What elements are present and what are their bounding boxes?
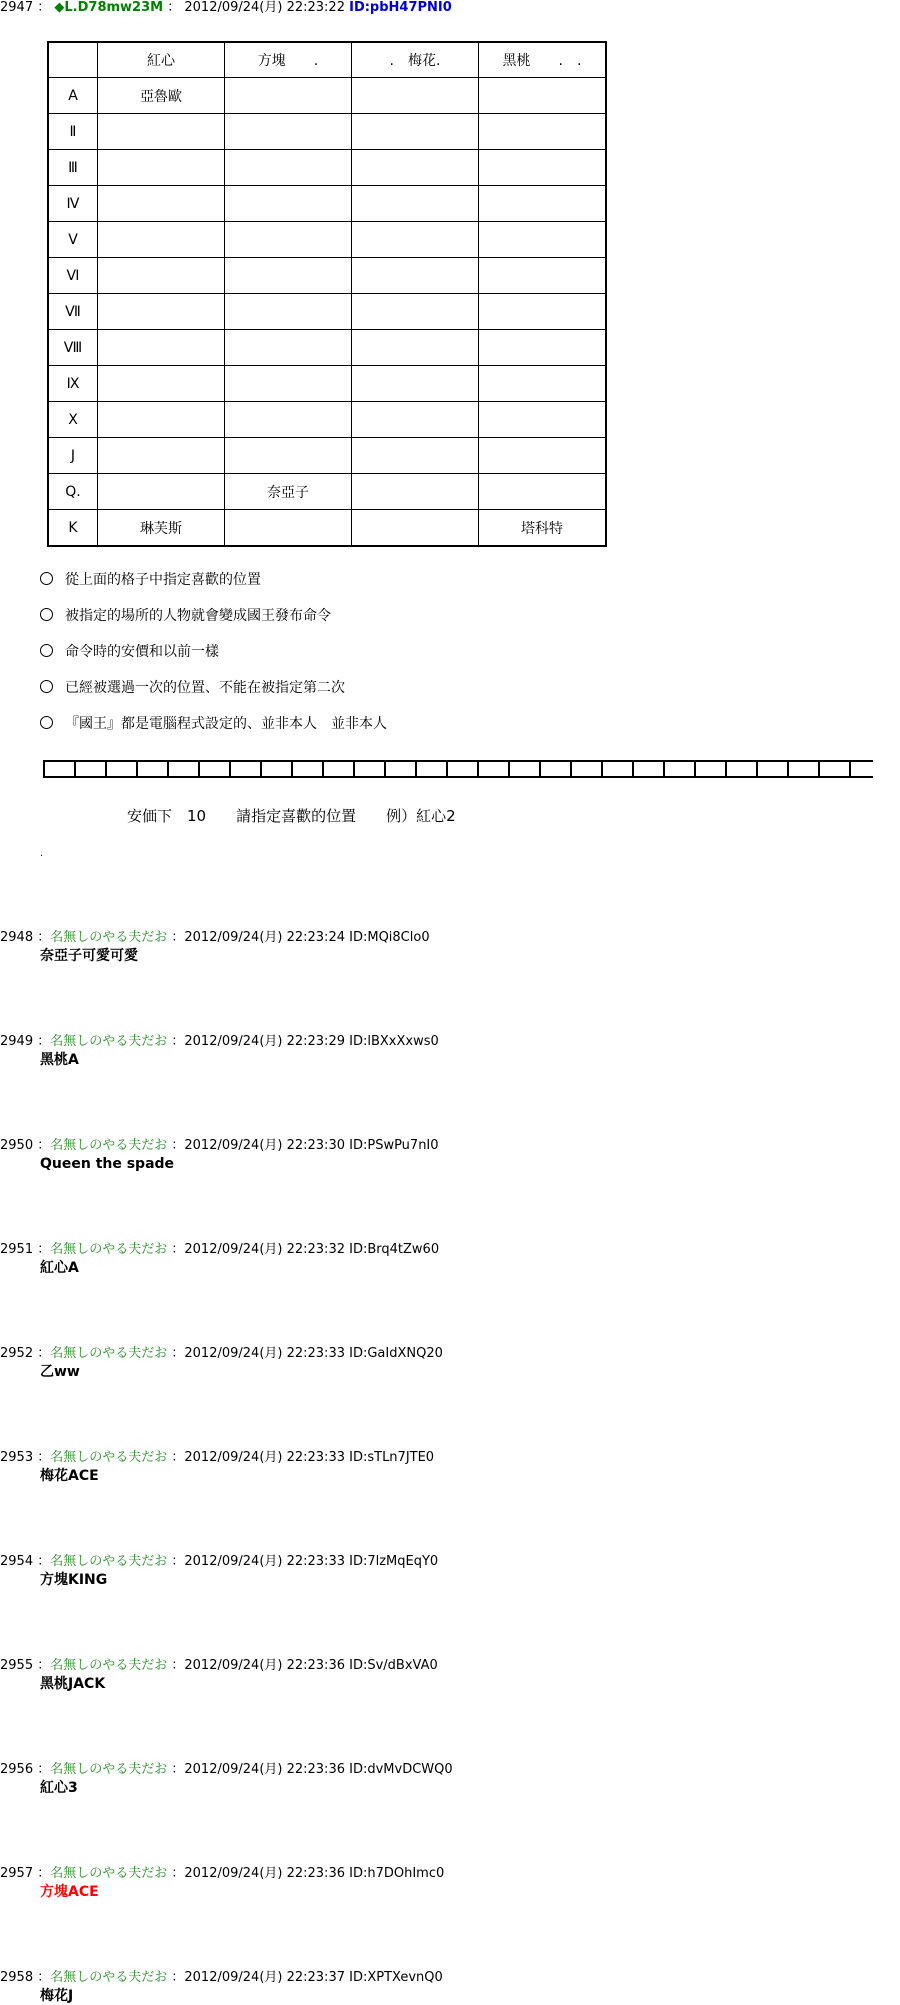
post-name: 名無しのやる夫だお bbox=[50, 1866, 168, 1881]
post-name: 名無しのやる夫だお bbox=[50, 1346, 168, 1361]
grid-rank-cell: A bbox=[48, 78, 98, 114]
grid-cell bbox=[352, 150, 479, 186]
post-date: 2012/09/24(月) 22:23:33 bbox=[184, 1450, 350, 1465]
post-header-2950 bbox=[0, 1138, 439, 1154]
ruler-tick bbox=[756, 760, 758, 778]
ruler-tick bbox=[353, 760, 355, 778]
post-date: 2012/09/24(月) 22:23:24 bbox=[184, 930, 350, 945]
post-name: 名無しのやる夫だお bbox=[50, 1034, 168, 1049]
ruler-tick bbox=[818, 760, 820, 778]
grid-cell: 塔科特 bbox=[479, 510, 607, 547]
post-separator: ： bbox=[37, 0, 51, 15]
post-body: 紅心A bbox=[40, 1260, 79, 1276]
grid-suit-header: 紅心 bbox=[98, 42, 225, 78]
post-name: 名無しのやる夫だお bbox=[50, 1658, 168, 1673]
grid-cell bbox=[98, 186, 225, 222]
ruler-tick bbox=[787, 760, 789, 778]
grid-cell bbox=[225, 438, 352, 474]
grid-cell bbox=[479, 366, 607, 402]
ruler-tick bbox=[291, 760, 293, 778]
post-date: 2012/09/24(月) 22:23:33 bbox=[184, 1554, 350, 1569]
post-name: 名無しのやる夫だお bbox=[50, 1554, 168, 1569]
post-number[interactable]: 2948 bbox=[0, 930, 34, 945]
post-date: 2012/09/24(月) 22:23:36 bbox=[184, 1658, 350, 1673]
trailing-dot: . bbox=[40, 848, 44, 859]
ruler-tick bbox=[849, 760, 851, 778]
post-header-2958 bbox=[0, 1970, 443, 1986]
post-number[interactable]: 2951 bbox=[0, 1242, 34, 1257]
post-separator: ： bbox=[33, 1138, 51, 1153]
grid-suit-header: 黑桃 . . bbox=[479, 42, 607, 78]
post-separator-2: ： bbox=[167, 1658, 185, 1673]
post-separator-2: ： bbox=[167, 1450, 185, 1465]
post-body: 梅花ACE bbox=[40, 1468, 99, 1484]
grid-cell bbox=[98, 258, 225, 294]
post-date: 2012/09/24(月) 22:23:37 bbox=[184, 1970, 350, 1985]
post-separator-2: ： bbox=[167, 1138, 185, 1153]
grid-cell bbox=[479, 78, 607, 114]
post-number[interactable]: 2947 bbox=[0, 0, 34, 15]
grid-cell bbox=[225, 402, 352, 438]
post-header-2952 bbox=[0, 1346, 443, 1362]
post-separator: ： bbox=[33, 1242, 51, 1257]
ruler-tick bbox=[74, 760, 76, 778]
grid-rank-cell: Q. bbox=[48, 474, 98, 510]
post-body: Queen the spade bbox=[40, 1156, 175, 1172]
ruler-tick bbox=[694, 760, 696, 778]
post-separator-2: ： bbox=[167, 1034, 185, 1049]
post-id[interactable]: ID:sTLn7JTE0 bbox=[349, 1450, 435, 1465]
post-number[interactable]: 2957 bbox=[0, 1866, 34, 1881]
grid-rank-cell: Ⅸ bbox=[48, 366, 98, 402]
grid-cell bbox=[479, 114, 607, 150]
grid-cell bbox=[352, 402, 479, 438]
post-id[interactable]: ID:h7DOhImc0 bbox=[349, 1866, 445, 1881]
ruler-tick bbox=[43, 760, 45, 778]
grid-cell bbox=[225, 222, 352, 258]
post-id[interactable]: ID:lBXxXxws0 bbox=[349, 1034, 439, 1049]
post-id[interactable]: ID:dvMvDCWQ0 bbox=[349, 1762, 453, 1777]
grid-cell bbox=[479, 474, 607, 510]
grid-cell bbox=[98, 366, 225, 402]
grid-rank-cell: Ⅲ bbox=[48, 150, 98, 186]
post-id[interactable]: ID:GaIdXNQ20 bbox=[349, 1346, 443, 1361]
rule-text: 命令時的安價和以前一樣 bbox=[65, 644, 219, 660]
grid-cell bbox=[479, 222, 607, 258]
grid-row bbox=[48, 186, 606, 222]
rule-item bbox=[40, 679, 345, 697]
post-body: 黑桃A bbox=[40, 1052, 79, 1068]
ruler-tick bbox=[725, 760, 727, 778]
post-header-2955 bbox=[0, 1658, 438, 1674]
anchor-instruction: 安価下 10 請指定喜歡的位置 例）紅心2 bbox=[127, 807, 456, 825]
post-separator: ： bbox=[33, 930, 51, 945]
grid-cell bbox=[98, 402, 225, 438]
grid-cell: 奈亞子 bbox=[225, 474, 352, 510]
post-id[interactable]: ID:PSwPu7nI0 bbox=[349, 1138, 439, 1153]
post-number[interactable]: 2958 bbox=[0, 1970, 34, 1985]
post-body: 方塊ACE bbox=[40, 1884, 99, 1900]
grid-cell bbox=[352, 114, 479, 150]
grid-cell bbox=[98, 114, 225, 150]
post-separator: ： bbox=[33, 1554, 51, 1569]
post-separator-2: ： bbox=[167, 1346, 185, 1361]
ruler-tick bbox=[663, 760, 665, 778]
grid-cell bbox=[225, 258, 352, 294]
post-id[interactable]: ID:7lzMqEqY0 bbox=[349, 1554, 439, 1569]
post-separator-2: ： bbox=[167, 1762, 185, 1777]
rule-text: 從上面的格子中指定喜歡的位置 bbox=[65, 572, 261, 588]
grid-cell bbox=[98, 150, 225, 186]
grid-cell bbox=[352, 438, 479, 474]
post-separator-2: ： bbox=[167, 1866, 185, 1881]
post-date: 2012/09/24(月) 22:23:33 bbox=[184, 1346, 350, 1361]
circle-bullet-icon bbox=[40, 572, 53, 585]
grid-cell bbox=[479, 438, 607, 474]
ruler-tick bbox=[384, 760, 386, 778]
post-id[interactable]: ID:MQi8Clo0 bbox=[349, 930, 430, 945]
post-number[interactable]: 2956 bbox=[0, 1762, 34, 1777]
post-header-2951 bbox=[0, 1242, 439, 1258]
grid-row bbox=[48, 438, 606, 474]
post-separator-2: ： bbox=[167, 1242, 185, 1257]
post-name: 名無しのやる夫だお bbox=[50, 930, 168, 945]
grid-row bbox=[48, 150, 606, 186]
circle-bullet-icon bbox=[40, 680, 53, 693]
post-header-2948 bbox=[0, 930, 430, 946]
grid-row bbox=[48, 294, 606, 330]
ruler-tick bbox=[477, 760, 479, 778]
ruler-tick bbox=[260, 760, 262, 778]
grid-cell bbox=[479, 402, 607, 438]
post-body: 方塊KING bbox=[40, 1572, 108, 1588]
post-name: 名無しのやる夫だお bbox=[50, 1450, 168, 1465]
grid-corner-cell bbox=[48, 42, 98, 78]
grid-row bbox=[48, 330, 606, 366]
grid-row bbox=[48, 114, 606, 150]
post-separator: ： bbox=[33, 1866, 51, 1881]
post-date: 2012/09/24(月) 22:23:22 bbox=[184, 0, 345, 15]
grid-cell bbox=[479, 186, 607, 222]
post-header-2949 bbox=[0, 1034, 439, 1050]
grid-cell bbox=[98, 474, 225, 510]
post-date: 2012/09/24(月) 22:23:36 bbox=[184, 1866, 350, 1881]
post-header-2953 bbox=[0, 1450, 434, 1466]
post-separator: ： bbox=[33, 1346, 51, 1361]
grid-cell bbox=[352, 366, 479, 402]
grid-cell bbox=[225, 114, 352, 150]
grid-cell bbox=[225, 186, 352, 222]
card-grid-table bbox=[47, 41, 607, 547]
grid-cell: 琳芙斯 bbox=[98, 510, 225, 547]
post-number[interactable]: 2953 bbox=[0, 1450, 34, 1465]
post-body: 紅心3 bbox=[40, 1780, 78, 1796]
grid-cell bbox=[225, 150, 352, 186]
grid-rank-cell: Ⅱ bbox=[48, 114, 98, 150]
grid-cell bbox=[225, 366, 352, 402]
ruler-tick bbox=[136, 760, 138, 778]
ruler-tick bbox=[446, 760, 448, 778]
post-header-2954 bbox=[0, 1554, 438, 1570]
post-name: 名無しのやる夫だお bbox=[50, 1970, 168, 1985]
grid-rank-cell: Ⅴ bbox=[48, 222, 98, 258]
grid-cell bbox=[352, 186, 479, 222]
grid-rank-cell: Ⅵ bbox=[48, 258, 98, 294]
grid-rank-cell: Ⅹ bbox=[48, 402, 98, 438]
post-number[interactable]: 2954 bbox=[0, 1554, 34, 1569]
circle-bullet-icon bbox=[40, 608, 53, 621]
ruler-tick bbox=[322, 760, 324, 778]
grid-cell bbox=[98, 438, 225, 474]
post-id[interactable]: ID:Brq4tZw60 bbox=[349, 1242, 440, 1257]
post-name: 名無しのやる夫だお bbox=[50, 1138, 168, 1153]
grid-cell bbox=[352, 294, 479, 330]
grid-cell bbox=[352, 474, 479, 510]
rule-text: 被指定的場所的人物就會變成國王發布命令 bbox=[65, 608, 331, 624]
grid-row bbox=[48, 510, 606, 547]
grid-cell bbox=[225, 330, 352, 366]
grid-cell bbox=[225, 294, 352, 330]
post-separator-2: ： bbox=[167, 1554, 185, 1569]
ruler-tick bbox=[229, 760, 231, 778]
grid-row bbox=[48, 78, 606, 114]
ruler-tick bbox=[167, 760, 169, 778]
grid-suit-header: 方塊 . bbox=[225, 42, 352, 78]
grid-cell bbox=[479, 330, 607, 366]
post-separator-2: ： bbox=[167, 930, 185, 945]
ruler-tick bbox=[508, 760, 510, 778]
post-body: 奈亞子可愛可愛 bbox=[40, 948, 138, 964]
post-number[interactable]: 2950 bbox=[0, 1138, 34, 1153]
post-body: 黑桃JACK bbox=[40, 1676, 106, 1692]
post-header-2957 bbox=[0, 1866, 444, 1882]
grid-header-row bbox=[48, 42, 606, 78]
post-separator: ： bbox=[33, 1762, 51, 1777]
grid-row bbox=[48, 474, 606, 510]
grid-cell bbox=[479, 258, 607, 294]
post-id[interactable]: ID:Sv/dBxVA0 bbox=[349, 1658, 438, 1673]
ruler-tick bbox=[415, 760, 417, 778]
post-date: 2012/09/24(月) 22:23:32 bbox=[184, 1242, 350, 1257]
ruler-tick bbox=[539, 760, 541, 778]
post-separator-2: ： bbox=[167, 1970, 185, 1985]
post-body: 梅花J bbox=[40, 1988, 74, 2004]
grid-cell bbox=[225, 510, 352, 547]
grid-cell bbox=[479, 150, 607, 186]
ruler-tick bbox=[105, 760, 107, 778]
post-date: 2012/09/24(月) 22:23:30 bbox=[184, 1138, 350, 1153]
post-date: 2012/09/24(月) 22:23:36 bbox=[184, 1762, 350, 1777]
grid-rank-cell: Ⅳ bbox=[48, 186, 98, 222]
grid-rank-cell: K bbox=[48, 510, 98, 547]
circle-bullet-icon bbox=[40, 644, 53, 657]
rule-item bbox=[40, 643, 219, 661]
grid-row bbox=[48, 402, 606, 438]
post-id[interactable]: ID:pbH47PNI0 bbox=[349, 0, 452, 15]
post-name: 名無しのやる夫だお bbox=[50, 1762, 168, 1777]
post-separator: ： bbox=[33, 1658, 51, 1673]
ruler-tick bbox=[601, 760, 603, 778]
grid-cell: 亞魯歐 bbox=[98, 78, 225, 114]
rule-item bbox=[40, 571, 261, 589]
post-header-2956 bbox=[0, 1762, 453, 1778]
post-number[interactable]: 2949 bbox=[0, 1034, 34, 1049]
grid-row bbox=[48, 222, 606, 258]
post-header-2947 bbox=[0, 0, 452, 16]
grid-rank-cell: J bbox=[48, 438, 98, 474]
grid-cell bbox=[225, 78, 352, 114]
grid-cell bbox=[352, 78, 479, 114]
grid-rank-cell: Ⅷ bbox=[48, 330, 98, 366]
grid-cell bbox=[352, 222, 479, 258]
grid-cell bbox=[352, 510, 479, 547]
grid-cell bbox=[352, 330, 479, 366]
grid-suit-header: . 梅花. bbox=[352, 42, 479, 78]
grid-row bbox=[48, 258, 606, 294]
rule-text: 已經被選過一次的位置、不能在被指定第二次 bbox=[65, 680, 345, 696]
post-number[interactable]: 2955 bbox=[0, 1658, 34, 1673]
ruler-tick bbox=[198, 760, 200, 778]
grid-cell bbox=[479, 294, 607, 330]
post-separator: ： bbox=[33, 1970, 51, 1985]
ruler-tick bbox=[570, 760, 572, 778]
grid-row bbox=[48, 366, 606, 402]
post-date: 2012/09/24(月) 22:23:29 bbox=[184, 1034, 350, 1049]
post-id[interactable]: ID:XPTXevnQ0 bbox=[349, 1970, 443, 1985]
post-number[interactable]: 2952 bbox=[0, 1346, 34, 1361]
ruler-divider bbox=[43, 760, 873, 778]
post-separator: ： bbox=[33, 1450, 51, 1465]
grid-cell bbox=[98, 222, 225, 258]
ruler-tick bbox=[632, 760, 634, 778]
post-separator: ： bbox=[33, 1034, 51, 1049]
circle-bullet-icon bbox=[40, 716, 53, 729]
rule-text: 『國王』都是電腦程式設定的、並非本人 並非本人 bbox=[65, 716, 387, 732]
grid-cell bbox=[98, 294, 225, 330]
grid-cell bbox=[352, 258, 479, 294]
post-separator-2: ： bbox=[167, 0, 181, 15]
post-body: 乙ww bbox=[40, 1364, 80, 1380]
rule-item bbox=[40, 607, 331, 625]
post-name: 名無しのやる夫だお bbox=[50, 1242, 168, 1257]
rule-item bbox=[40, 715, 387, 733]
grid-rank-cell: Ⅶ bbox=[48, 294, 98, 330]
post-trip: ◆L.D78mw23M bbox=[54, 0, 164, 15]
grid-cell bbox=[98, 330, 225, 366]
